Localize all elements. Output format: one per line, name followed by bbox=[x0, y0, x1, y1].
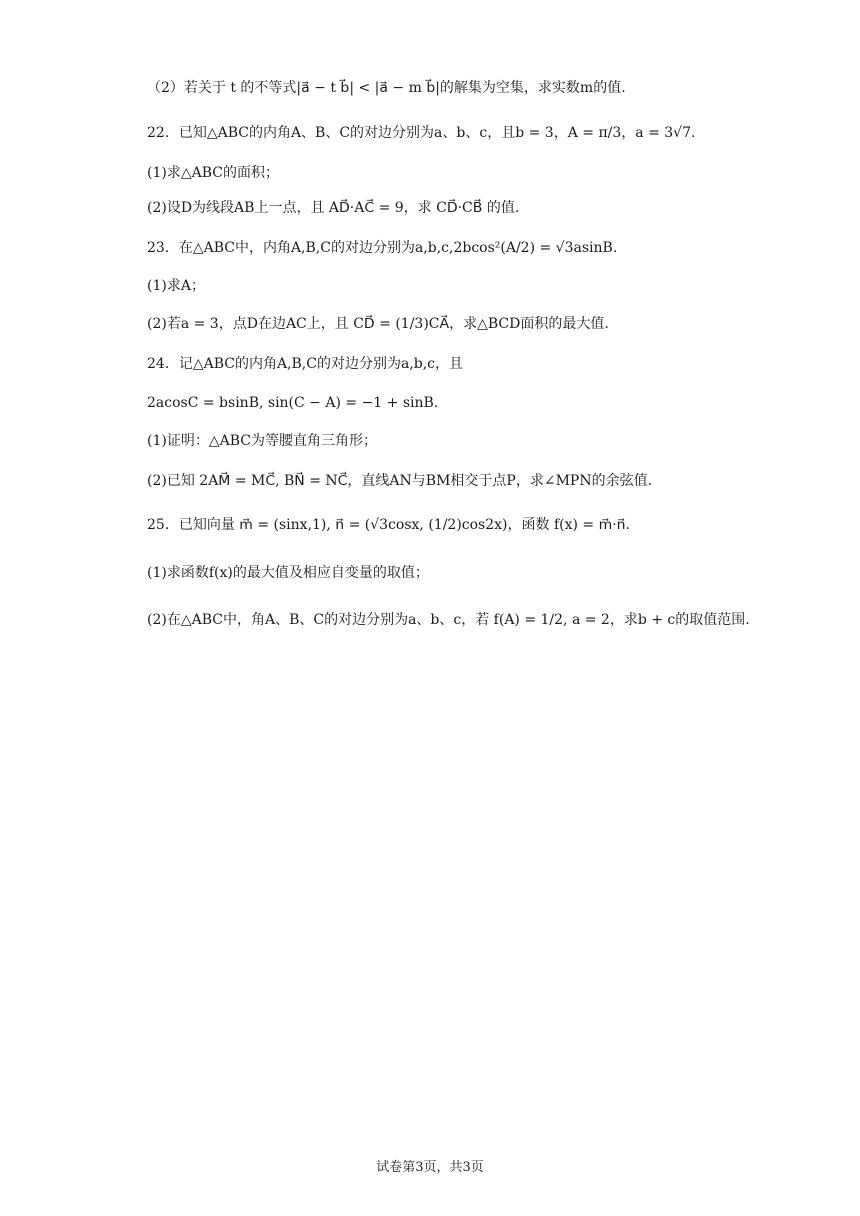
q22-stem bbox=[0, 123, 860, 143]
q23-stem-text: 23．在△ABC中，内角A,B,C的对边分别为a,b,c,2bcos²(A/2) = √3asinB. bbox=[147, 240, 618, 256]
page-footer: 试卷第3页，共3页 bbox=[376, 1160, 484, 1175]
q24-conditions-text: 2acosC = bsinB, sin(C − A) = −1 + sinB. bbox=[147, 395, 439, 411]
q22-stem-text: 22．已知△ABC的内角A、B、C的对边分别为a、b、c，且b = 3，A = π/3，a = 3√7. bbox=[147, 125, 696, 141]
q24-part2 bbox=[0, 471, 860, 491]
q24-conditions bbox=[0, 393, 860, 413]
q24-part1 bbox=[0, 431, 860, 451]
q25-stem-text: 25．已知向量 m⃗ = (sinx,1), n⃗ = (√3cosx, (1/2)cos2x)，函数 f(x) = m⃗·n⃗. bbox=[147, 517, 630, 533]
q24-part1-text: (1)证明：△ABC为等腰直角三角形； bbox=[147, 433, 377, 449]
q23-part2 bbox=[0, 314, 860, 334]
q23-part1 bbox=[0, 276, 860, 296]
q25-part1-text: (1)求函数f(x)的最大值及相应自变量的取值； bbox=[147, 565, 429, 581]
q22-part1 bbox=[0, 163, 860, 183]
q25-stem bbox=[0, 515, 860, 535]
q22-part1-text: (1)求△ABC的面积； bbox=[147, 165, 279, 181]
q21-part2 bbox=[0, 78, 860, 98]
q23-stem bbox=[0, 238, 860, 258]
q24-stem bbox=[0, 354, 860, 374]
q21-part2-text: （2）若关于 t 的不等式|a⃗ − t b⃗| < |a⃗ − m b⃗|的解集为空集，求实数m的值. bbox=[147, 80, 626, 96]
q25-part1 bbox=[0, 563, 860, 583]
q23-part2-text: (2)若a = 3，点D在边AC上，且 CD⃗ = (1/3)CA⃗，求△BCD面积的最大值. bbox=[147, 316, 609, 332]
q24-stem-text: 24．记△ABC的内角A,B,C的对边分别为a,b,c，且 bbox=[147, 356, 464, 372]
q25-part2-text: (2)在△ABC中，角A、B、C的对边分别为a、b、c，若 f(A) = 1/2, a = 2，求b + c的取值范围. bbox=[147, 612, 750, 628]
q22-part2-text: (2)设D为线段AB上一点，且 AD⃗·AC⃗ = 9，求 CD⃗·CB⃗ 的值. bbox=[147, 200, 520, 216]
q25-part2 bbox=[0, 610, 860, 630]
q24-part2-text: (2)已知 2AM⃗ = MC⃗, BN⃗ = NC⃗，直线AN与BM相交于点P，求∠MPN的余弦值. bbox=[147, 473, 653, 489]
q23-part1-text: (1)求A； bbox=[147, 278, 205, 294]
q22-part2 bbox=[0, 198, 860, 218]
